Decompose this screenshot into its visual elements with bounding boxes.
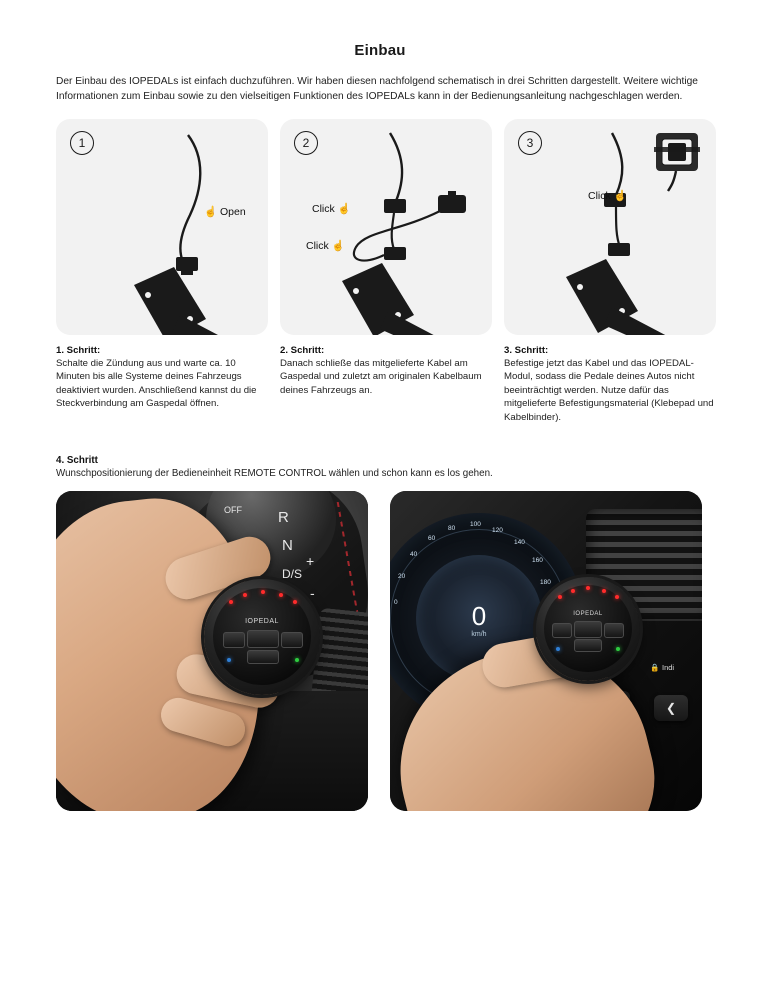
steps-row: [56, 119, 714, 425]
led-indicator-5: [615, 595, 619, 599]
gauge-tick-140: 140: [514, 538, 525, 546]
step-3-illustration: [504, 119, 716, 335]
step-2-illustration: [280, 119, 492, 335]
pedal-diagram-3: [504, 119, 716, 335]
led-indicator-1: [558, 595, 562, 599]
step-1-illustration: [56, 119, 268, 335]
led-indicator-1: [229, 600, 233, 604]
led-indicator-green: [295, 658, 299, 662]
led-indicator-blue: [227, 658, 231, 662]
speed-value: 0: [471, 600, 487, 631]
step-2-click-label-1: Click ☝: [312, 202, 351, 215]
led-indicator-3: [586, 586, 590, 590]
step-3-heading: 3. Schritt:: [504, 344, 549, 356]
gauge-tick-40: 40: [410, 550, 418, 558]
led-indicator-blue: [556, 647, 560, 651]
remote-button-left[interactable]: [552, 623, 572, 638]
pointing-hand-icon: ☝: [337, 202, 351, 215]
led-indicator-4: [279, 593, 283, 597]
pointing-hand-icon: ☝: [204, 205, 218, 218]
step-2-click-label-2: Click ☝: [306, 239, 345, 252]
gauge-tick-180: 180: [540, 578, 551, 586]
step-column-3: [504, 119, 716, 425]
gear-label-off: OFF: [224, 504, 242, 515]
remote-display[interactable]: [247, 630, 279, 648]
gauge-tick-20: 20: [398, 572, 406, 580]
indicator-lock-icon: 🔒: [650, 662, 660, 672]
led-indicator-5: [293, 600, 297, 604]
remote-brand-label: IOPEDAL: [573, 610, 603, 617]
pointing-hand-icon: ☝: [331, 239, 345, 252]
remote-control-device[interactable]: [536, 577, 640, 681]
led-indicator-3: [261, 590, 265, 594]
remote-button-left[interactable]: [223, 632, 245, 648]
pedal-diagram-1: [56, 119, 268, 335]
gear-label-ds: D/S: [282, 566, 303, 581]
led-indicator-2: [571, 589, 575, 593]
gauge-tick-100: 100: [470, 520, 481, 528]
step-1-number: 1: [70, 131, 94, 155]
step-1-open-label: ☝ Open: [204, 205, 246, 218]
remote-control-device[interactable]: [204, 579, 320, 695]
remote-brand-label: IOPEDAL: [245, 617, 279, 625]
led-indicator-2: [243, 593, 247, 597]
step-1-body: Schalte die Zündung aus und warte ca. 10 Minuten bis alle Systeme deines Fahrzeugs deaktiviert wurden. Anschließend kannst du die Steckverbindung am Gaspedal öffnen.: [56, 357, 257, 410]
step-4-body: Wunschpositionierung der Bedieneinheit REMOTE CONTROL wählen und schon kann es los gehen.: [56, 467, 493, 479]
step-4-heading: 4. Schritt: [56, 454, 98, 466]
remote-display[interactable]: [574, 621, 602, 638]
photo-remote-mounted-dashboard: [390, 491, 702, 811]
step-2-body: Danach schließe das mitgelieferte Kabel am Gaspedal und zuletzt am originalen Kabelbaum deines Fahrzeugs an.: [280, 357, 482, 396]
speed-unit: km/h: [471, 630, 487, 638]
step-4-block: [56, 455, 704, 479]
pedal-diagram-2: [280, 119, 492, 335]
gauge-tick-120: 120: [492, 526, 503, 534]
remote-button-right[interactable]: [281, 632, 303, 648]
pointing-hand-icon: ☝: [613, 189, 627, 202]
gauge-tick-60: 60: [428, 534, 436, 542]
gear-label-n: N: [282, 536, 293, 554]
remote-button-lock[interactable]: [247, 650, 279, 664]
led-indicator-4: [602, 589, 606, 593]
photos-row: [56, 491, 704, 811]
step-3-body: Befestige jetzt das Kabel und das IOPEDAL-Modul, sodass die Pedale deines Autos nicht beeinträchtigt werden. Nutze dafür das mitgelieferte Befestigungsmaterial (Klebepad und Kabelbinder).: [504, 357, 714, 423]
gauge-tick-0: 0: [394, 598, 398, 606]
page-title: Einbau: [354, 42, 406, 59]
gear-label-r: R: [278, 508, 289, 526]
indicator-label: Indi: [662, 662, 675, 672]
remote-face: [213, 588, 310, 685]
step-3-click-label: Click ☝: [588, 189, 627, 202]
step-2-number: 2: [294, 131, 318, 155]
step-column-1: [56, 119, 268, 425]
remote-button-right[interactable]: [604, 623, 624, 638]
gauge-tick-160: 160: [532, 556, 543, 564]
intro-paragraph: Der Einbau des IOPEDALs ist einfach duchzuführen. Wir haben diesen nachfolgend schematisch in drei Schritten dargestellt. Weitere wichtige Informationen zum Einbau sowie zu den vielseitigen Funktionen des IOPEDALs kann in der Bedienungsanleitung nachgeschlagen werden.: [56, 76, 698, 102]
gauge-tick-80: 80: [448, 524, 456, 532]
photo-hand-holding-remote: [56, 491, 368, 811]
step-3-number: 3: [518, 131, 542, 155]
step-1-heading: 1. Schritt:: [56, 344, 101, 356]
back-chevron-button[interactable]: ❮: [654, 695, 688, 721]
step-column-2: [280, 119, 492, 425]
gear-label-minus: -: [310, 584, 315, 601]
remote-button-lock[interactable]: [574, 639, 602, 652]
gear-label-plus: +: [306, 552, 315, 569]
remote-face: [544, 585, 631, 672]
led-indicator-green: [616, 647, 620, 651]
step-2-heading: 2. Schritt:: [280, 344, 325, 356]
